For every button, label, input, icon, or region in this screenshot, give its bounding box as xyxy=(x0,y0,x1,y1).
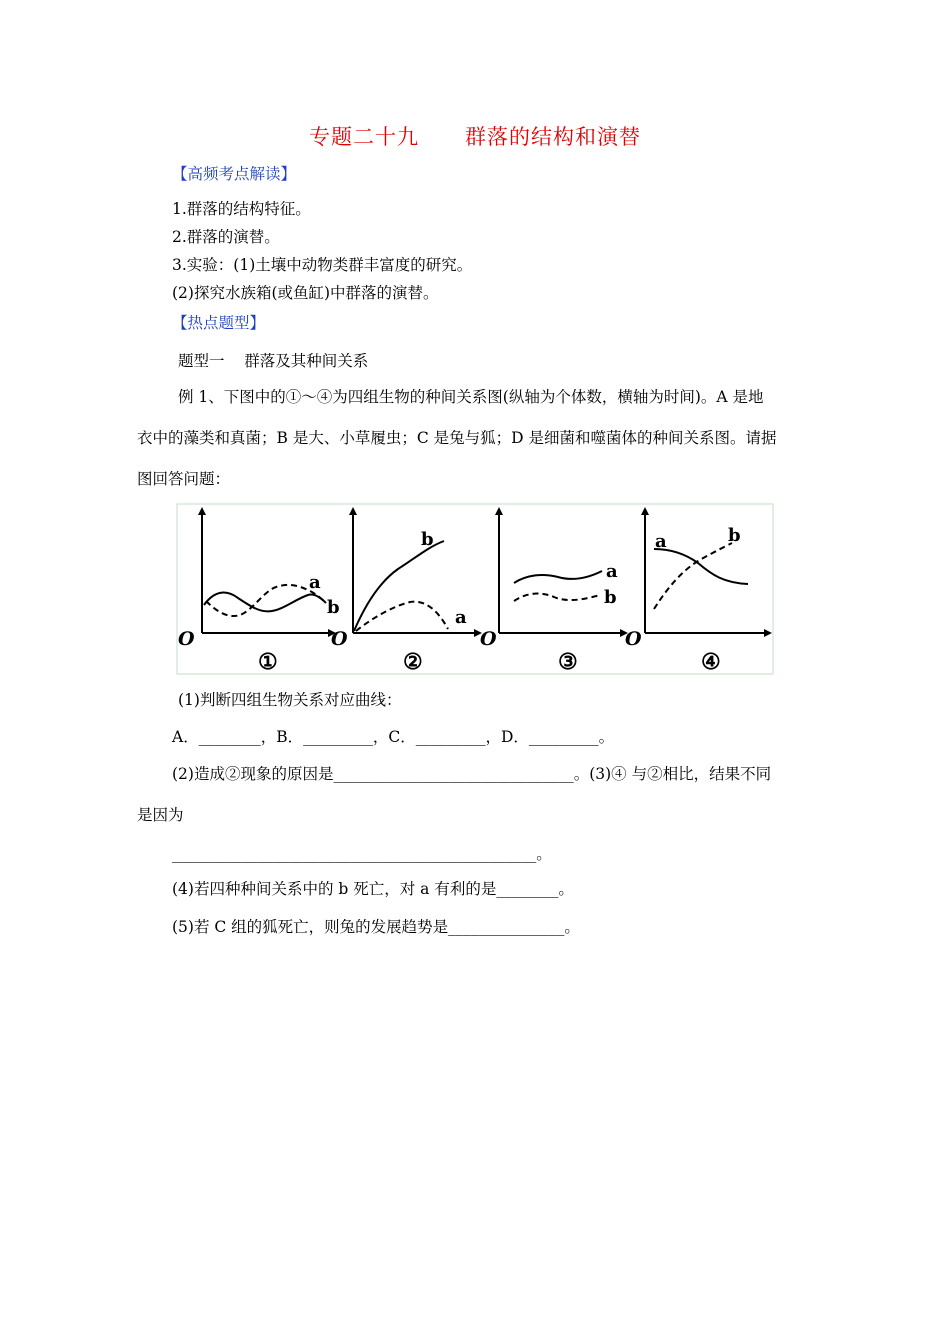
panel-2-number: ② xyxy=(403,649,423,675)
question-1-answers: A．________，B．_________，C．_________，D．_________。 xyxy=(172,728,615,746)
question-4: (4)若四种种间关系中的 b 死亡，对 a 有利的是________。 xyxy=(172,880,574,898)
panel-2-label-a: a xyxy=(455,607,467,628)
section-heading-high-frequency: 【高频考点解读】 xyxy=(172,165,297,183)
question-5: (5)若 C 组的狐死亡，则兔的发展趋势是_______________。 xyxy=(172,918,580,936)
relationship-figure xyxy=(176,503,776,675)
panel-4-label-b: b xyxy=(728,525,741,546)
panel-3-label-a: a xyxy=(606,561,618,582)
panel-4-number: ④ xyxy=(701,649,721,675)
question-type-heading: 题型一 群落及其种间关系 xyxy=(178,352,369,370)
point-4: (2)探究水族箱(或鱼缸)中群落的演替。 xyxy=(172,284,439,302)
point-1: 1.群落的结构特征。 xyxy=(172,200,311,218)
panel-1-number: ① xyxy=(258,649,278,675)
panel-3-number: ③ xyxy=(558,649,578,675)
question-3-continued: 是因为 xyxy=(137,806,184,824)
point-3: 3.实验：(1)土壤中动物类群丰富度的研究。 xyxy=(172,256,473,274)
panel-1-label-b: b xyxy=(327,597,340,618)
example-line-1: 例 1、下图中的①～④为四组生物的种间关系图(纵轴为个体数，横轴为时间)。A 是地 xyxy=(178,388,764,406)
panel-2-label-b: b xyxy=(421,529,434,550)
panel-3-label-b: b xyxy=(604,587,617,608)
question-3-blank: _______________________________________________。 xyxy=(172,845,552,863)
section-heading-hot-topics: 【热点题型】 xyxy=(172,314,266,332)
example-line-3: 图回答问题： xyxy=(137,470,231,488)
point-2: 2.群落的演替。 xyxy=(172,228,280,246)
question-1: (1)判断四组生物关系对应曲线： xyxy=(178,691,402,709)
panel-1-origin: O xyxy=(178,628,195,650)
relationship-figure-svg xyxy=(176,503,776,675)
panel-4-label-a: a xyxy=(655,531,667,552)
panel-4-origin: O xyxy=(625,628,642,650)
page-title: 专题二十九 群落的结构和演替 xyxy=(308,125,642,149)
question-2: (2)造成②现象的原因是_______________________________。(3)④ 与②相比，结果不同 xyxy=(172,765,772,783)
panel-3-origin: O xyxy=(480,628,497,650)
example-line-2: 衣中的藻类和真菌；B 是大、小草履虫；C 是兔与狐；D 是细菌和噬菌体的种间关系图。请据 xyxy=(137,429,777,447)
panel-1-label-a: a xyxy=(309,572,321,593)
panel-2-origin: O xyxy=(331,628,348,650)
